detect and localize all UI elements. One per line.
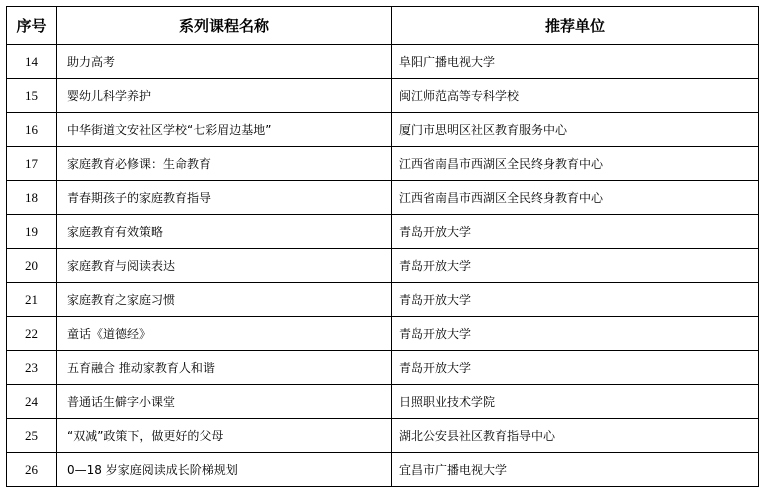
row-index: 19 xyxy=(7,215,57,249)
row-recommending-unit: 青岛开放大学 xyxy=(392,351,759,385)
row-course-name: 五育融合 推动家教育人和谐 xyxy=(57,351,392,385)
table-row xyxy=(7,419,759,453)
row-recommending-unit: 阜阳广播电视大学 xyxy=(392,45,759,79)
row-recommending-unit: 青岛开放大学 xyxy=(392,215,759,249)
header-course-name: 系列课程名称 xyxy=(57,7,392,45)
table-row xyxy=(7,181,759,215)
row-course-name: 家庭教育之家庭习惯 xyxy=(57,283,392,317)
table-row xyxy=(7,385,759,419)
row-index: 21 xyxy=(7,283,57,317)
table-row xyxy=(7,79,759,113)
course-table xyxy=(6,6,759,487)
row-index: 15 xyxy=(7,79,57,113)
table-row xyxy=(7,453,759,487)
table-row xyxy=(7,249,759,283)
course-table-container xyxy=(6,6,758,487)
row-course-name: 家庭教育与阅读表达 xyxy=(57,249,392,283)
table-row xyxy=(7,215,759,249)
row-recommending-unit: 日照职业技术学院 xyxy=(392,385,759,419)
header-index: 序号 xyxy=(7,7,57,45)
table-row xyxy=(7,113,759,147)
row-course-name: 青春期孩子的家庭教育指导 xyxy=(57,181,392,215)
table-row xyxy=(7,283,759,317)
row-recommending-unit: 厦门市思明区社区教育服务中心 xyxy=(392,113,759,147)
row-recommending-unit: 江西省南昌市西湖区全民终身教育中心 xyxy=(392,147,759,181)
row-recommending-unit: 闽江师范高等专科学校 xyxy=(392,79,759,113)
table-row xyxy=(7,45,759,79)
row-index: 16 xyxy=(7,113,57,147)
row-index: 23 xyxy=(7,351,57,385)
row-index: 26 xyxy=(7,453,57,487)
row-index: 24 xyxy=(7,385,57,419)
row-course-name: 家庭教育有效策略 xyxy=(57,215,392,249)
row-course-name: 婴幼儿科学养护 xyxy=(57,79,392,113)
row-index: 22 xyxy=(7,317,57,351)
row-course-name: “双减”政策下，做更好的父母 xyxy=(57,419,392,453)
row-course-name: 普通话生僻字小课堂 xyxy=(57,385,392,419)
row-recommending-unit: 江西省南昌市西湖区全民终身教育中心 xyxy=(392,181,759,215)
row-index: 14 xyxy=(7,45,57,79)
table-header xyxy=(7,7,759,45)
row-course-name: 家庭教育必修课：生命教育 xyxy=(57,147,392,181)
header-recommending-unit: 推荐单位 xyxy=(392,7,759,45)
table-row xyxy=(7,317,759,351)
row-course-name: 0—18 岁家庭阅读成长阶梯规划 xyxy=(57,453,392,487)
table-row xyxy=(7,351,759,385)
row-index: 20 xyxy=(7,249,57,283)
row-recommending-unit: 湖北公安县社区教育指导中心 xyxy=(392,419,759,453)
row-index: 18 xyxy=(7,181,57,215)
row-course-name: 助力高考 xyxy=(57,45,392,79)
row-course-name: 童话《道德经》 xyxy=(57,317,392,351)
row-recommending-unit: 青岛开放大学 xyxy=(392,317,759,351)
table-body xyxy=(7,45,759,487)
row-course-name: 中华街道文安社区学校“七彩眉边基地” xyxy=(57,113,392,147)
table-row xyxy=(7,147,759,181)
row-recommending-unit: 宜昌市广播电视大学 xyxy=(392,453,759,487)
row-index: 25 xyxy=(7,419,57,453)
row-index: 17 xyxy=(7,147,57,181)
header-row xyxy=(7,7,759,45)
row-recommending-unit: 青岛开放大学 xyxy=(392,249,759,283)
row-recommending-unit: 青岛开放大学 xyxy=(392,283,759,317)
